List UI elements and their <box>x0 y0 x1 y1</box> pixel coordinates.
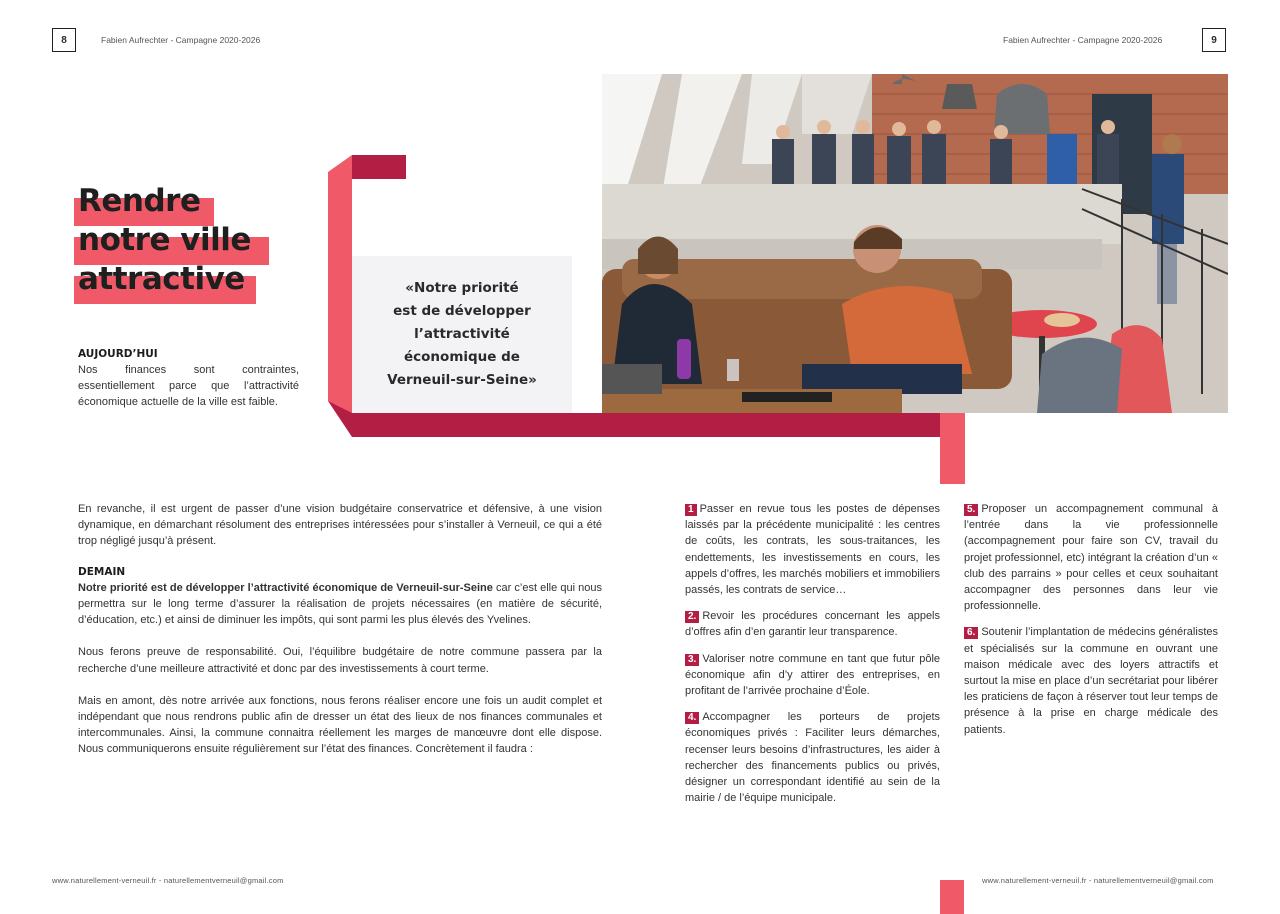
action-number: 1 <box>685 504 697 516</box>
action-item <box>685 651 940 700</box>
page-title-line-2: notre ville <box>78 222 251 258</box>
action-number: 5. <box>964 504 978 516</box>
frame-top-tab <box>352 155 406 179</box>
pull-quote <box>352 256 572 413</box>
action-number: 6. <box>964 627 978 639</box>
right-footer: www.naturellement-verneuil.fr - naturellementverneuil@gmail.com <box>982 876 1214 885</box>
audit-paragraph: Mais en amont, dès notre arrivée aux fonctions, nous ferons réaliser encore une fois un audit complet et indépendant que nous rendrons public afin de dresser un état des lieux de nos finances communales et intercommunales. Ainsi, la commune connaitra réellement les marges de manœuvre dont elle dispose. Nous communiquerons ensuite régulièrement sur l’état des finances. Concrètement il faudra : <box>78 694 602 756</box>
page-title-line-1: Rendre <box>78 183 201 219</box>
today-heading: AUJOURD’HUI <box>78 348 158 360</box>
quote-line-2: est de développer <box>393 303 531 319</box>
left-running-title: Fabien Aufrechter - Campagne 2020-2026 <box>101 35 261 45</box>
action-text: Accompagner les porteurs de projets économiques privés : Faciliter leurs démarches, recenser leurs besoins d’infrastructures, les aider à rechercher des financements publics ou privés, désigner un correspondant identifié au sein de la mairie / de l’équipe municipale. <box>685 711 940 805</box>
action-item <box>964 501 1218 614</box>
action-text: Revoir les procédures concernant les appels d’offres afin d’en garantir leur transparence. <box>685 610 940 639</box>
action-text: Passer en revue tous les postes de dépenses laissés par la précédente municipalité : les centres de coûts, les contrats, les sous-traitances, les endettements, les investissements en cours, les appels d’offres, les marchés mobiliers et immobiliers passés, les contrats de service… <box>685 503 940 597</box>
right-running-title: Fabien Aufrechter - Campagne 2020-2026 <box>1003 35 1163 45</box>
left-page-number: 8 <box>52 28 76 52</box>
action-item <box>685 608 940 640</box>
tomorrow-paragraph <box>78 580 602 629</box>
quote-line-3: l’attractivité <box>414 326 510 342</box>
tomorrow-heading: DEMAIN <box>78 565 126 578</box>
today-text: Nos finances sont contraintes, essentiellement parce que l’attractivité économique actuelle de la ville est faible. <box>78 364 299 409</box>
action-number: 2. <box>685 611 699 623</box>
actions-column-1 <box>685 501 940 816</box>
action-item <box>685 709 940 806</box>
actions-column-2 <box>964 501 1218 748</box>
action-item <box>964 624 1218 737</box>
responsibility-paragraph: Nous ferons preuve de responsabilité. Oui, l’équilibre budgétaire de notre commune passera par la recherche d’une meilleure attractivité et donc par des investissements à court terme. <box>78 646 602 675</box>
coworking-photo <box>602 74 1228 413</box>
action-text: Valoriser notre commune en tant que futur pôle économique afin d’y attirer des entreprises, en profitant de l’arrivée prochaine d’Éole. <box>685 652 940 698</box>
left-footer: www.naturellement-verneuil.fr - naturellementverneuil@gmail.com <box>52 876 284 885</box>
quote-line-1: «Notre priorité <box>405 280 519 296</box>
tomorrow-rest-text: car c’est elle qui nous permettra sur le long terme d’assurer la réalisation de projets nécessaires (en matière de sécurité, d’éducation, etc.) et ainsi de diminuer les impôts, qui sont parmi les plus élevés des Yvelines. <box>78 581 602 627</box>
action-text: Proposer un accompagnement communal à l’entrée dans la vie professionnelle (accompagnement pour faire son CV, travail du projet professionnel, etc) intégrant la création d’un « club des parrains » pour celles et ceux souhaitant accompagner des personnes dans leur vie professionnelle. <box>964 503 1218 613</box>
footer-accent-tab <box>940 880 964 914</box>
action-text: Soutenir l’implantation de médecins généralistes et spécialisés sur la commune en ouvrant une maison médicale avec des loyers attractifs et surtout la mise en place d’un secrétariat pour libérer les praticiens de façon à réserver tout leur temps de présence à la prise en charge médicale des patients. <box>964 626 1218 736</box>
action-number: 3. <box>685 654 699 666</box>
action-item <box>685 501 940 598</box>
frame-left-bar <box>328 155 352 421</box>
intro-paragraph: En revanche, il est urgent de passer d’une vision budgétaire conservatrice et défensive, à une vision dynamique, en démarchant résolument des entreprises intéressées pour s’installer à Verneuil, ce qui a été trop négligé jusqu’à présent. <box>78 503 602 548</box>
tomorrow-bold-text: Notre priorité est de développer l’attractivité économique de Verneuil-sur-Seine <box>78 581 493 594</box>
page-title-line-3: attractive <box>78 261 245 297</box>
frame-right-tab <box>940 413 965 484</box>
main-text-column <box>78 501 602 758</box>
right-page-number: 9 <box>1202 28 1226 52</box>
quote-line-4: économique de <box>404 349 520 365</box>
quote-line-5: Verneuil-sur-Seine» <box>387 372 537 388</box>
action-number: 4. <box>685 712 699 724</box>
